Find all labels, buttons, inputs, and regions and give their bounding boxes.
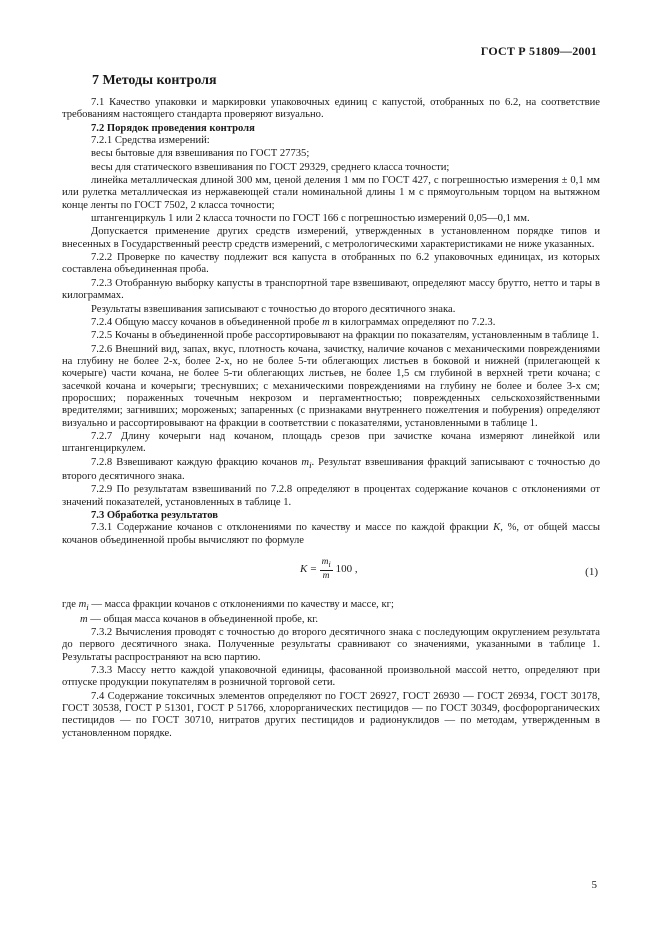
paragraph-7-3-3: 7.3.3 Массу нетто каждой упаковочной единицы, фасованной произвольной массой нетто, определяют при отпуске продукции покупателям в розничной торговой сети. (62, 664, 600, 689)
variable-subscript-i: i (309, 459, 312, 470)
instrument-caliper: штангенциркуль 1 или 2 класса точности по ГОСТ 166 с погрешностью измерений 0,05—0,1 мм. (91, 213, 530, 225)
paragraph-7-2-6: 7.2.6 Внешний вид, запах, вкус, плотность кочана, зачистку, наличие кочанов с механическими повреждениями на глубину не более 2-х, более 2-х, но не более 5-ти облегающих листьев в боковой и нижней (прилегающей к кочерыге) части кочана, не более 5-ти облегающих листьев, не более 1,5 см глубиной в верхней трети кочана; с засечкой кочана и кочерыги; треснувших; с механическими повреждениями на глубину не более и более 3-х см; проросших; пораженных точечным некрозом и пергаментностью; поврежденных сельскохозяйственными вредителями; загнивших; мороженых; запаренных (с признаками внутреннего пожелтения и побурения) определяют визуально и рассортировывают на фракции в соответствии с показателями, установленными в таблице 1. (62, 343, 600, 429)
paragraph-7-2-2: 7.2.2 Проверке по качеству подлежит вся капуста в отобранных по 6.2 упаковочных единицах, из которых составлена объединенная проба. (62, 252, 600, 276)
formula-1 (62, 551, 600, 597)
text-run: 7.2.8 Взвешивают каждую фракцию кочанов (91, 456, 302, 468)
numerator-var: m (321, 557, 329, 568)
standard-header: ГОСТ Р 51809—2001 (480, 44, 597, 58)
text-run: , %, от общей массы кочанов объединенной пробы вычисляют по формуле (62, 522, 600, 546)
text-run: 7.3.1 Содержание кочанов с отклонениями по качеству и массе по каждой фракции (91, 522, 494, 534)
formula-expression (300, 557, 358, 582)
paragraph-7-2-3: 7.2.3 Отобранную выборку капусты в транспортной таре взвешивают, определяют массу брутто, нетто и тары в килограммах. (62, 277, 600, 302)
instrument-household-scales: весы бытовые для взвешивания по ГОСТ 27735; (91, 148, 310, 160)
instrument-ruler: линейка металлическая длиной 300 мм, ценой деления 1 мм по ГОСТ 427, с погрешностью измерения ± 0,1 мм или рулетка металлическая из нержавеющей стали номинальной длины 1 м с прямоугольным торцом на вытяжном конце ленты по ГОСТ 7502, 2 класса точности; (62, 175, 600, 211)
paragraph-7-2-1: 7.2.1 Средства измерений: (91, 135, 210, 147)
paragraph-7-2-8 (62, 457, 600, 484)
paragraph-7-3-1 (62, 522, 600, 547)
paragraph-7-4: 7.4 Содержание токсичных элементов определяют по ГОСТ 26927, ГОСТ 26930 — ГОСТ 26934, ГОСТ 30178, ГОСТ 30538, ГОСТ Р 51301, ГОСТ Р 51766, хлорорганических пестицидов — по ГОСТ 30349, фосфорорганических пестицидов — по ГОСТ 30710, нитратов других пестицидов и радионуклидов — по методам, утвержденным в установленном порядке. (62, 690, 600, 739)
paragraph-7-3-2: 7.3.2 Вычисления проводят с точностью до второго десятичного знака с последующим округлением результата до первого десятичного знака. Полученные результаты сравнивают со значениями, указанными в таблице 1. Результаты распространяют на всю партию. (62, 626, 600, 663)
numerator-subscript: i (328, 560, 331, 570)
text-run: в килограммах определяют по 7.2.3. (329, 316, 496, 328)
formula-denominator: m (322, 571, 330, 582)
text-run: 7.2.4 Общую массу кочанов в объединенной пробе (91, 316, 323, 328)
paragraph-7-2-9: 7.2.9 По результатам взвешиваний по 7.2.8 определяют в процентах содержание кочанов с отклонениями от значений показателей, установленных в таблице 1. (62, 484, 600, 508)
variable-K: K (493, 522, 501, 534)
text-run: — масса фракции кочанов с отклонениями по качеству и массе, кг; (88, 599, 394, 611)
formula-fraction (320, 557, 333, 582)
paragraph-other-instruments: Допускается применение других средств измерений, утвержденных в установленном порядке типов и внесенных в Государственный реестр средств измерений, с метрологическими характеристиками не ниже указанных. (62, 226, 600, 250)
instrument-static-scales: весы для статического взвешивания по ГОСТ 29329, среднего класса точности; (91, 161, 450, 173)
variable-m: m (322, 316, 330, 328)
formula-number: (1) (585, 566, 598, 579)
definition-m (62, 614, 600, 626)
variable-m: m (80, 613, 88, 625)
document-body (62, 97, 600, 741)
section-title: 7 Методы контроля (92, 73, 217, 88)
paragraph-results-note: Результаты взвешивания записывают с точностью до второго десятичного знака. (91, 303, 456, 315)
definition-mi (62, 599, 600, 613)
formula-numerator (320, 557, 333, 571)
subsection-7-3-title: 7.3 Обработка результатов (91, 510, 218, 522)
formula-equals: = (310, 563, 317, 576)
paragraph-7-2-5: 7.2.5 Кочаны в объединенной пробе рассортировывают на фракции по показателям, установленным в таблице 1. (91, 330, 600, 342)
variable-m: m (301, 456, 310, 468)
formula-lhs: K (300, 563, 308, 576)
subsection-7-2-title: 7.2 Порядок проведения контроля (91, 122, 255, 134)
formula-factor: 100 , (335, 563, 358, 576)
text-run: где (62, 599, 79, 611)
text-run: — общая масса кочанов в объединенной пробе, кг. (87, 613, 319, 625)
paragraph-7-1: 7.1 Качество упаковки и маркировки упаковочных единиц с капустой, отобранных по 6.2, на соответствие требованиям настоящего стандарта проверяют визуально. (62, 97, 600, 121)
variable-subscript-i: i (86, 602, 89, 613)
text-run: . Результат взвешивания фракций записывают с точностью до второго десятичного знака. (62, 456, 600, 483)
paragraph-7-2-4 (62, 317, 600, 329)
paragraph-7-2-7: 7.2.7 Длину кочерыги над кочаном, площадь срезов при зачистке кочана измеряют линейкой или штангенциркулем. (62, 430, 600, 455)
page-number: 5 (591, 879, 597, 891)
variable-m: m (78, 599, 87, 611)
